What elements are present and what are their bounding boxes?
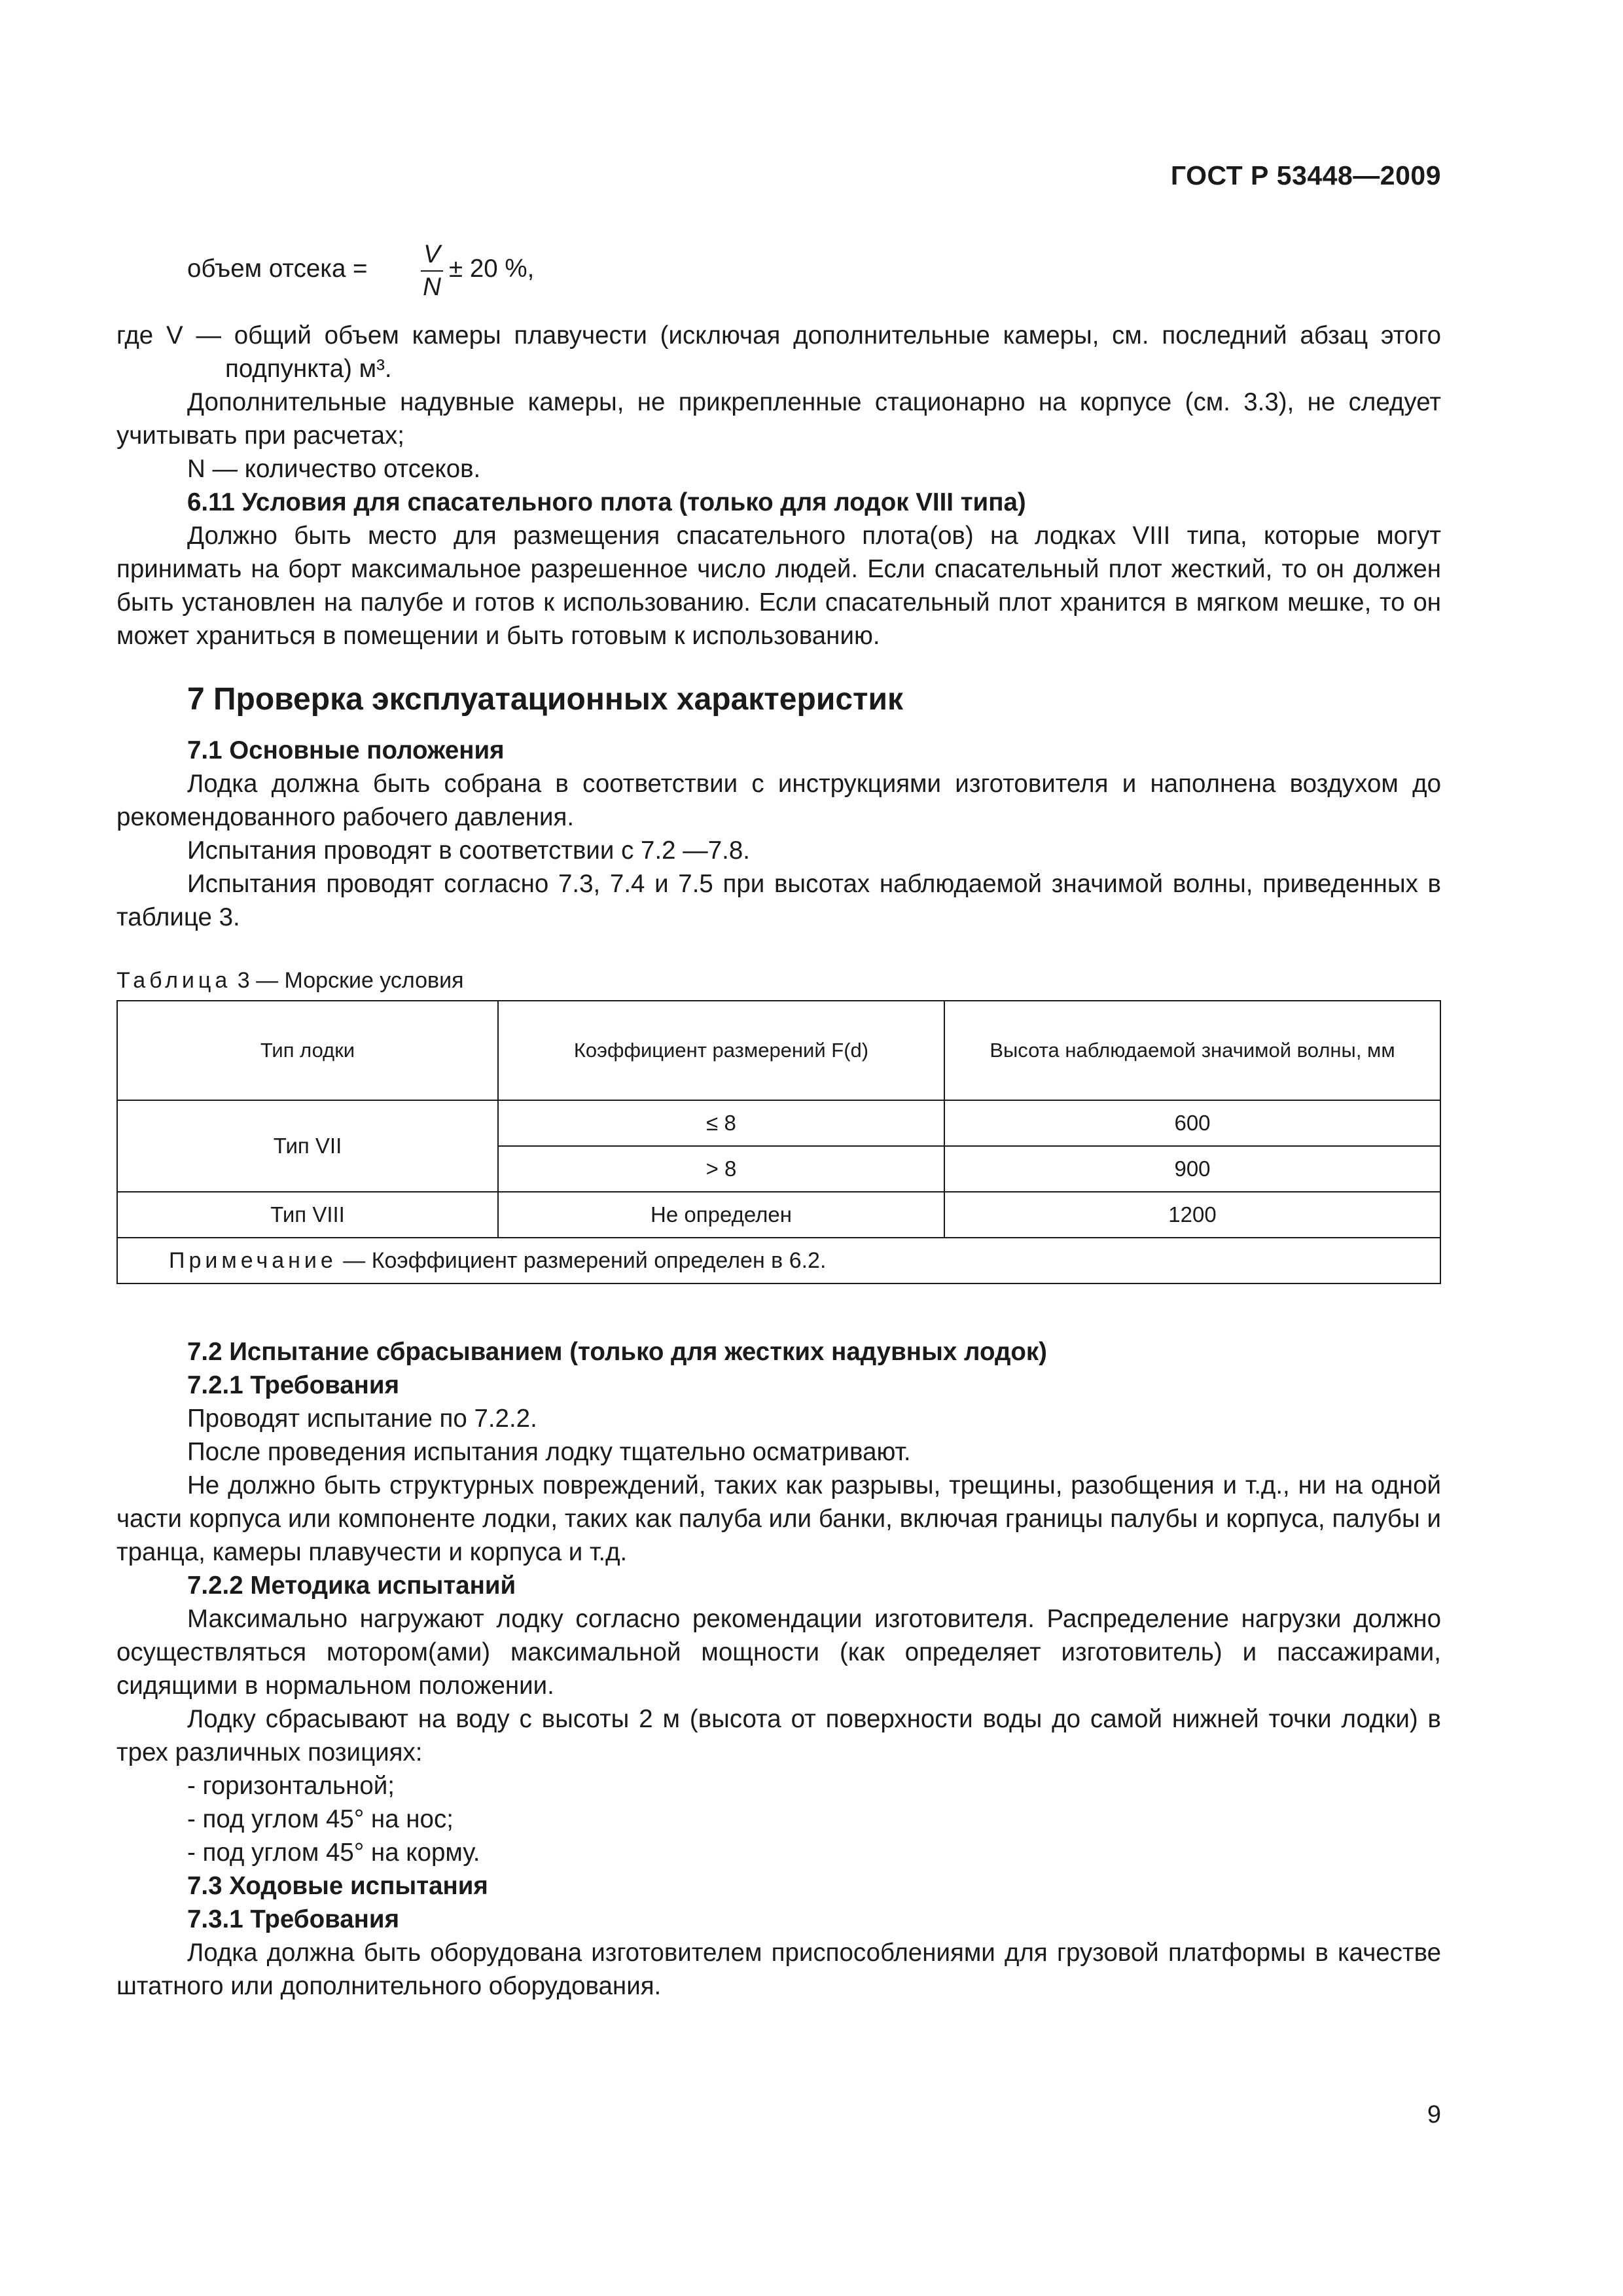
section-heading-7-3: 7.3 Ходовые испытания [187, 1872, 488, 1900]
table-note-label: Примечание [169, 1248, 337, 1273]
list-item: - под углом 45° на нос; [187, 1805, 454, 1833]
section-heading-7: 7 Проверка эксплуатационных характеристик [187, 682, 904, 717]
paragraph: Проводят испытание по 7.2.2. [187, 1405, 537, 1433]
paragraph: Должно быть место для размещения спасательного плота(ов) на лодках VIII типа, которые могут принимать на борт максимальное разрешенное число людей. Если спасательный плот жесткий, то он должен быть установлен на палубе и готов к использованию. Если спасательный плот хранится в мягком мешке, то он может храниться в помещении и быть готовым к использованию. [116, 522, 1441, 650]
cell-boat-type: Тип VII [117, 1100, 498, 1192]
paragraph: Лодка должна быть собрана в соответствии с инструкциями изготовителя и наполнена воздухом до рекомендованного рабочего давления. [116, 770, 1441, 831]
table-note-text: — Коэффициент размерений определен в 6.2. [336, 1248, 827, 1273]
sea-conditions-table [116, 1000, 1441, 1284]
cell-wave-height: 1200 [944, 1192, 1440, 1238]
section-heading-6-11: 6.11 Условия для спасательного плота (только для лодок VIII типа) [187, 488, 1026, 516]
cell-wave-height: 600 [944, 1100, 1440, 1146]
header-cell-boat-type: Тип лодки [117, 1001, 498, 1100]
cell-coefficient: Не определен [498, 1192, 944, 1238]
header-cell-wave-height: Высота наблюдаемой значимой волны, мм [944, 1001, 1440, 1100]
fraction-bar [421, 270, 443, 272]
cell-wave-height: 900 [944, 1146, 1440, 1192]
table-note [117, 1238, 1440, 1283]
paragraph: После проведения испытания лодку тщательно осматривают. [187, 1438, 911, 1466]
formula-denominator: N [423, 273, 441, 301]
paragraph: Не должно быть структурных повреждений, таких как разрывы, трещины, разобщения и т.д., ни на одной части корпуса или компоненте лодки, таких как палуба или банки, включая границы палубы и корпуса, палубы и транца, камеры плавучести и корпуса и т.д. [116, 1471, 1441, 1566]
formula-rhs: ± 20 %, [449, 255, 535, 283]
paragraph: Максимально нагружают лодку согласно рекомендации изготовителя. Распределение нагрузки должно осуществляться мотором(ами) максимальной мощности (как определяет изготовитель) и пассажирами, сидящими в нормальном положении. [116, 1605, 1441, 1700]
paragraph: N — количество отсеков. [187, 455, 481, 483]
paragraph: Испытания проводят в соответствии с 7.2 —7.8. [187, 836, 750, 865]
cell-coefficient: > 8 [498, 1146, 944, 1192]
formula-numerator: V [423, 240, 440, 268]
paragraph: Лодка должна быть оборудована изготовителем приспособлениями для грузовой платформы в качестве штатного или дополнительного оборудования. [116, 1939, 1441, 2000]
formula-lhs: объем отсека = [187, 255, 368, 283]
paragraph: Испытания проводят согласно 7.3, 7.4 и 7.5 при высотах наблюдаемой значимой волны, приведенных в таблице 3. [116, 870, 1441, 931]
list-item: - под углом 45° на корму. [187, 1839, 480, 1867]
table-caption-text: 3 — Морские условия [231, 968, 464, 993]
cell-coefficient: ≤ 8 [498, 1100, 944, 1146]
table-row [117, 1192, 1440, 1238]
table-caption-label: Таблица [116, 968, 232, 993]
section-heading-7-2-1: 7.2.1 Требования [187, 1371, 400, 1399]
header-cell-coefficient: Коэффициент размерений F(d) [498, 1001, 944, 1100]
table-header-row [117, 1001, 1440, 1100]
section-heading-7-2-2: 7.2.2 Методика испытаний [187, 1571, 516, 1600]
paragraph: Лодку сбрасывают на воду с высоты 2 м (высота от поверхности воды до самой нижней точки лодки) в трех различных позициях: [116, 1705, 1441, 1767]
cell-boat-type: Тип VIII [117, 1192, 498, 1238]
document-header: ГОСТ Р 53448—2009 [1170, 160, 1441, 190]
page-number: 9 [1427, 2101, 1441, 2128]
spacer [116, 1284, 1441, 1335]
where-clause: где V — общий объем камеры плавучести (исключая дополнительные камеры, см. последний абзац этого подпункта) м³. [116, 321, 1441, 383]
paragraph: Дополнительные надувные камеры, не прикрепленные стационарно на корпусе (см. 3.3), не следует учитывать при расчетах; [116, 388, 1441, 450]
formula-fraction [421, 240, 443, 302]
table-note-row [117, 1238, 1440, 1283]
list-item: - горизонтальной; [187, 1772, 395, 1800]
section-heading-7-1: 7.1 Основные положения [187, 736, 505, 764]
section-heading-7-2: 7.2 Испытание сбрасыванием (только для жестких надувных лодок) [187, 1338, 1048, 1366]
page-body [116, 240, 1441, 2003]
section-heading-7-3-1: 7.3.1 Требования [187, 1905, 400, 1933]
formula [187, 240, 1441, 319]
table-row [117, 1100, 1440, 1146]
table-caption [116, 964, 1441, 997]
